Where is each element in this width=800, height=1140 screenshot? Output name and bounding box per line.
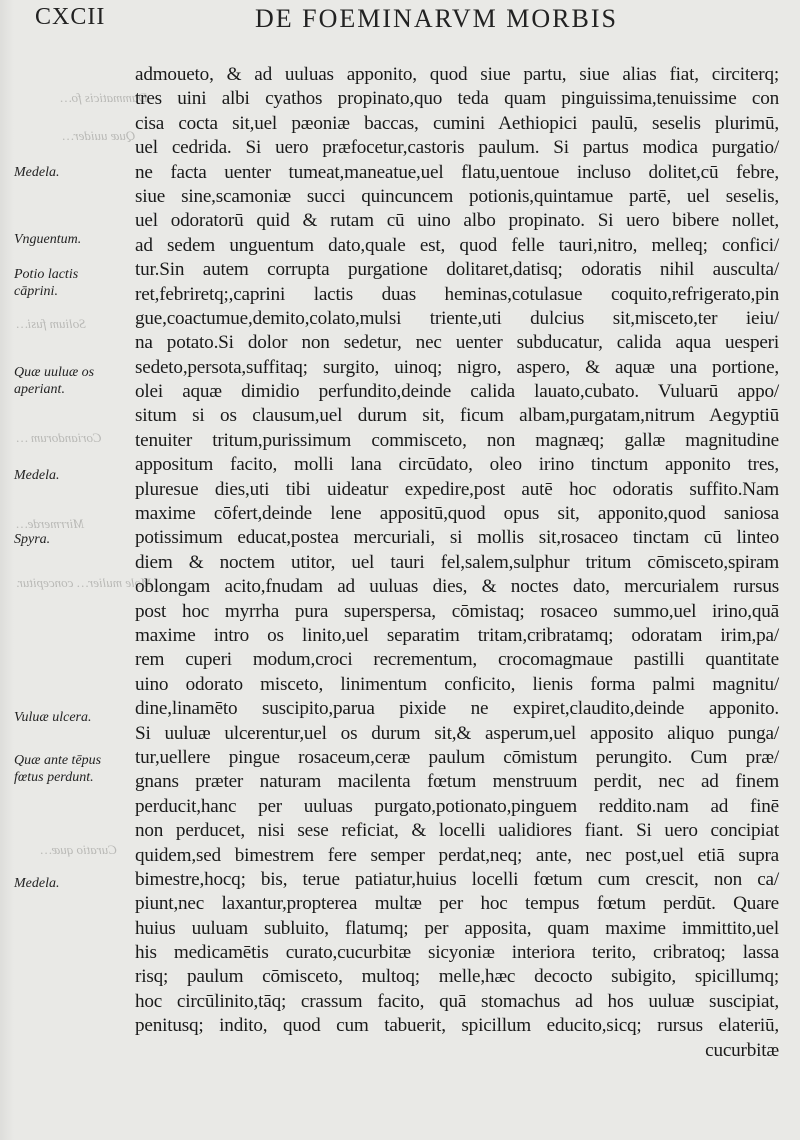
show-through-text: Mirrmerde… — [16, 516, 85, 531]
text-line: Si uuluæ ulcerentur,uel os durum sit,& asperum,uel apposito aliquo punga/ — [135, 722, 779, 744]
margin-note: Quæ ante tēpus fœtus perdunt. — [14, 753, 102, 785]
text-line: gnans præter naturam macilenta fœtum menstruum perdit, nec ad finem — [135, 771, 779, 793]
text-line: oblongam acito,fnudam ad uuluas dies, & noctes dato, mercurialem rursus — [135, 576, 779, 598]
text-line: sedeto,persota,suffitaq; surgito, uinoq; nigro, aspero, & aquæ una portione, — [135, 356, 779, 378]
text-line: his medicamētis curato,cucurbitæ sicyoniæ interiora terito, cribratoq; lassa — [135, 942, 779, 964]
text-line: ad sedem unguentum dato,quale est, quod felle tauri,nitro, melleq; confici/ — [135, 234, 779, 256]
show-through-text: Mole mulier… concepitur. — [16, 575, 153, 590]
margin-note: Medela. — [14, 468, 60, 483]
text-line: gue,coactumue,demito,colato,mulsi triente,uti dulcius sit,misceto,ter ieiu/ — [135, 307, 779, 329]
text-line: situm si os clausum,uel durum sit, ficum albam,purgatam,nitrum Aegyptiū — [135, 405, 779, 427]
text-line: uino odorato misceto, linimentum conficito, lienis forma palmi magnitu/ — [135, 673, 779, 695]
text-line: hoc circūlinito,tāq; crassum facito, quā stomachus ad hos uuluæ suscipiat, — [135, 990, 779, 1012]
margin-note: Vuluæ ulcera. — [14, 710, 92, 725]
text-line: tres uini albi cyathos propinato,quo teda quam pinguissima,tenuissime con — [135, 88, 779, 110]
text-line: maxime cōfert,deinde lene appositū,quod opus sit, apponito,quod saniosa — [135, 503, 779, 525]
text-line: ne facta uenter tumeat,maneatue,uel flatu,uentoue incluso dolitet,cū febre, — [135, 161, 779, 183]
text-line: uel odoratorū quid & rutam cū uino albo propinato. Si uero bibere nollet, — [135, 210, 779, 232]
text-line: uel cedrida. Si uero præfocetur,castoris paulum. Si partus modica purgatio/ — [135, 137, 779, 159]
text-line: perducit,hanc per uuluas purgato,potionato,pinguem reddito.nam ad finē — [135, 795, 779, 817]
text-line: appositum facito, molli lana circūdato, oleo irino tinctum apponito tres, — [135, 454, 779, 476]
text-line: penitusq; indito, quod cum tabuerit, spicillum educito,sicq; rursus elateriū, — [135, 1015, 779, 1037]
folio-number: CXCII — [35, 4, 106, 30]
text-line: olei aquæ dimidio perfundito,deinde calida lauato,cubato. Vuluarū appo/ — [135, 381, 779, 403]
text-line: admoueto, & ad uuluas apponito, quod siue partu, siue alias fiat, circiterq; — [135, 64, 779, 85]
text-line: huius uuluam subluito, flatumq; per apposita, quam maxime immittito,uel — [135, 917, 779, 939]
text-line: quidem,sed bimestrem fere semper perdat,neq; ante, nec post,uel etiā supra — [135, 844, 779, 866]
show-through-text: Coriandorum … — [16, 430, 102, 445]
text-line: tenuiter tritum,purissimum commisceto, non magnæq; gallæ magnitudine — [135, 429, 779, 451]
margin-note: Potio lactis cāprini. — [14, 267, 79, 299]
text-line: tur,uellere pingue rosaceum,ceræ paulum cōmistum perungito. Cum præ/ — [135, 746, 779, 768]
text-line: na potato.Si dolor non sedetur, nec uenter subducatur, calida aqua uesperi — [135, 332, 779, 354]
show-through-text: Quæ uuider… — [62, 128, 136, 143]
margin-note: Medela. — [14, 876, 60, 891]
text-line: diem & noctem utitor, uel tauri fel,salem,sulphur tritum cōmisceto,spiram — [135, 551, 779, 573]
text-line: dine,linamēto suscipito,parua pixide ne expiret,claudito,deinde apponito. — [135, 698, 779, 720]
text-line: maxime intro os linito,uel separatim tritam,cribratamq; odoratam irim,pa/ — [135, 624, 779, 646]
text-line: ret,febriretq;,caprini lactis duas heminas,cotulasue coquito,refrigerato,pin — [135, 283, 779, 305]
show-through-text: Curatio quæ… — [40, 842, 117, 857]
text-line: piunt,nec laxantur,propterea multæ per hoc tempus fœtum perdūt. Quare — [135, 893, 779, 915]
text-line: post hoc myrrha pura superspersa, cōmistaq; rosaceo summo,uel irino,quā — [135, 600, 779, 622]
text-line: non perducet, nisi sese reficiat, & locelli ualidiores fiant. Si uero concipiat — [135, 820, 779, 842]
text-line: pluresue dies,uti tibi uideatur expedire,post autē hoc odoratis suffito.Nam — [135, 478, 779, 500]
margin-note: Quæ uuluæ os aperiant. — [14, 365, 95, 397]
main-text-block — [135, 63, 779, 1063]
running-head: DE FOEMINARVM MORBIS — [255, 4, 618, 33]
text-line: tur.Sin autem corrupta purgatione dolitaret,datisq; odoratis nihil ausculta/ — [135, 259, 779, 281]
text-line: risq; paulum cōmisceto, multoq; melle,hæc decocto subigito, spicillumq; — [135, 966, 779, 988]
margin-note: Spyra. — [14, 532, 51, 547]
margin-note: Vnguentum. — [14, 232, 82, 247]
catchword: cucurbitæ — [705, 1039, 779, 1061]
text-line: cisa cocta sit,uel pæoniæ baccas, cumini Aethiopici paulū, seselis plurimū, — [135, 112, 779, 134]
text-line: potissimum educat,postea mercuriali, si mollis sit,rosaceo tinctam cū linteo — [135, 527, 779, 549]
text-line: siue sine,scamoniæ succi quincuncem potionis,quintamue partē, uel seselis, — [135, 185, 779, 207]
margin-note: Medela. — [14, 165, 60, 180]
text-line: rem cuperi modum,croci recrementum, crocomagmaue pastilli quantitate — [135, 649, 779, 671]
text-line: bimestre,hocq; bis, terue patiatur,huius locelli fœtum cum crescit, non ca/ — [135, 868, 779, 890]
show-through-text: Dammaticis fo… — [60, 90, 148, 105]
show-through-text: Solium fusi… — [16, 316, 86, 331]
